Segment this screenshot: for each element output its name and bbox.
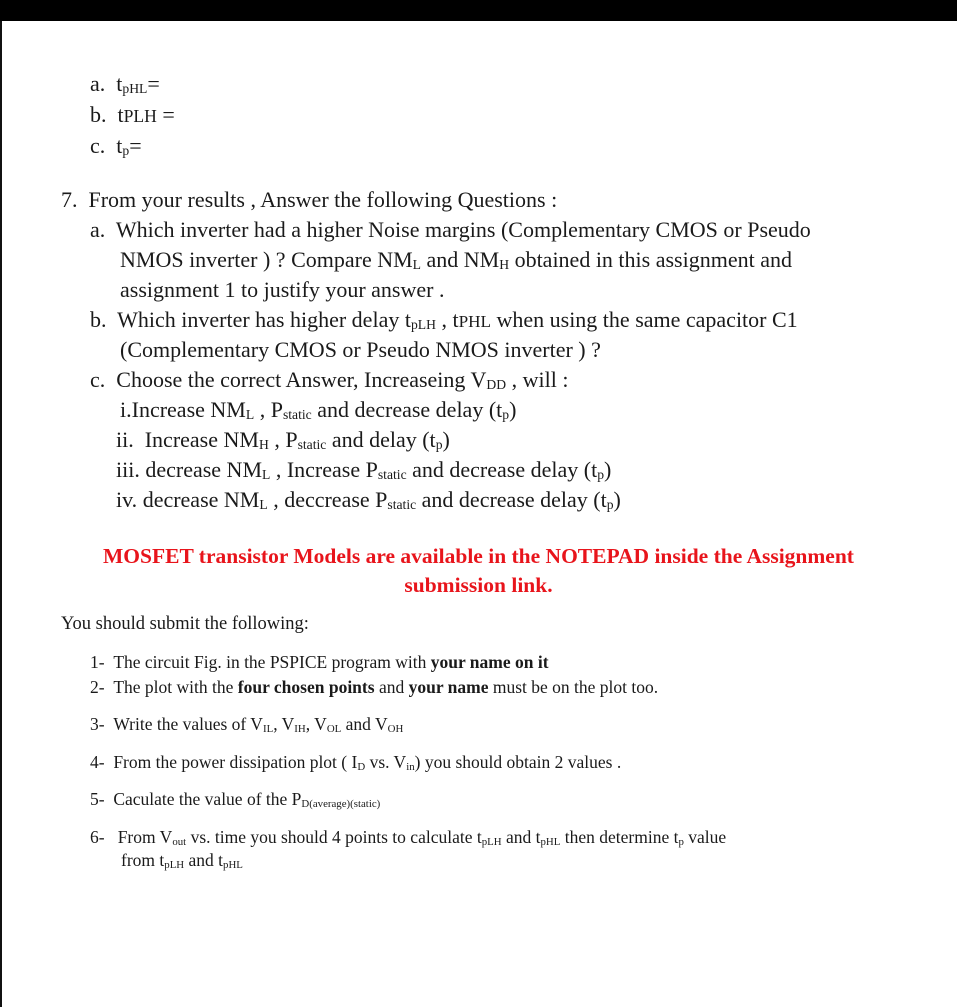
question-7a-line1: a. Which inverter had a higher Noise margins (Complementary CMOS or Pseudo [90,217,811,242]
submit-item-6-line2: from $t_{pLH}$ and $t_{pHL}$ [121,850,243,871]
question-7a-line2: NMOS inverter ) ? Compare $NM_L$ and $NM_H$ obtained in this assignment and [120,247,792,273]
submit-item-6-line1: 6- From $V_{out}$ vs. time you should 4 points to calculate $t_{pLH}$ and $t_{pHL}$ then determine $t_p$ value [90,827,727,848]
timing-item-a: a. $t_{pHL}=$ [90,71,160,97]
question-7b-line1: b. Which inverter has higher delay $t_{pLH}$ , tPHL when using the same capacitor C1 [90,307,798,333]
question-7-intro: 7. From your results , Answer the following Questions : [61,187,558,212]
document-page [0,21,957,1007]
question-7a-line3: assignment 1 to justify your answer . [120,277,445,302]
option-ii: ii. Increase $NM_H$ , $P_{static}$ and delay $(t_p)$ [116,427,450,453]
submit-item-3: 3- Write the values of $V_{IL}$, $V_{IH}$, $V_{OL}$ and $V_{OH}$ [90,714,404,735]
option-i: i.Increase $NM_L$ , $P_{static}$ and decrease delay $(t_p)$ [120,397,517,423]
submit-item-2: 2- The plot with the four chosen points and your name must be on the plot too. [90,677,659,697]
top-black-bar [0,0,957,21]
timing-item-b: b. tPLH = [90,102,175,127]
notice-line1: MOSFET transistor Models are available in the NOTEPAD inside the Assignment [103,544,854,568]
notice-line2: submission link. [404,573,553,597]
option-iii: iii. decrease $NM_L$ , Increase $P_{static}$ and decrease delay $(t_p)$ [116,457,612,483]
submit-intro: You should submit the following: [61,614,309,634]
question-7c-line1: c. Choose the correct Answer, Increaseing $V_{DD}$ , will : [90,367,569,393]
submit-item-5: 5- Caculate the value of the $P_{D(average)(static)}$ [90,789,381,810]
submit-item-4: 4- From the power dissipation plot ( $I_D$ vs. $V_{in}$) you should obtain 2 values . [90,752,622,773]
question-7b-line2: (Complementary CMOS or Pseudo NMOS inverter ) ? [120,337,601,362]
option-iv: iv. decrease $NM_L$ , deccrease $P_{static}$ and decrease delay $(t_p)$ [116,487,621,513]
timing-item-c: c. $t_p=$ [90,133,142,159]
submit-item-1: 1- The circuit Fig. in the PSPICE program with your name on it [90,652,549,672]
